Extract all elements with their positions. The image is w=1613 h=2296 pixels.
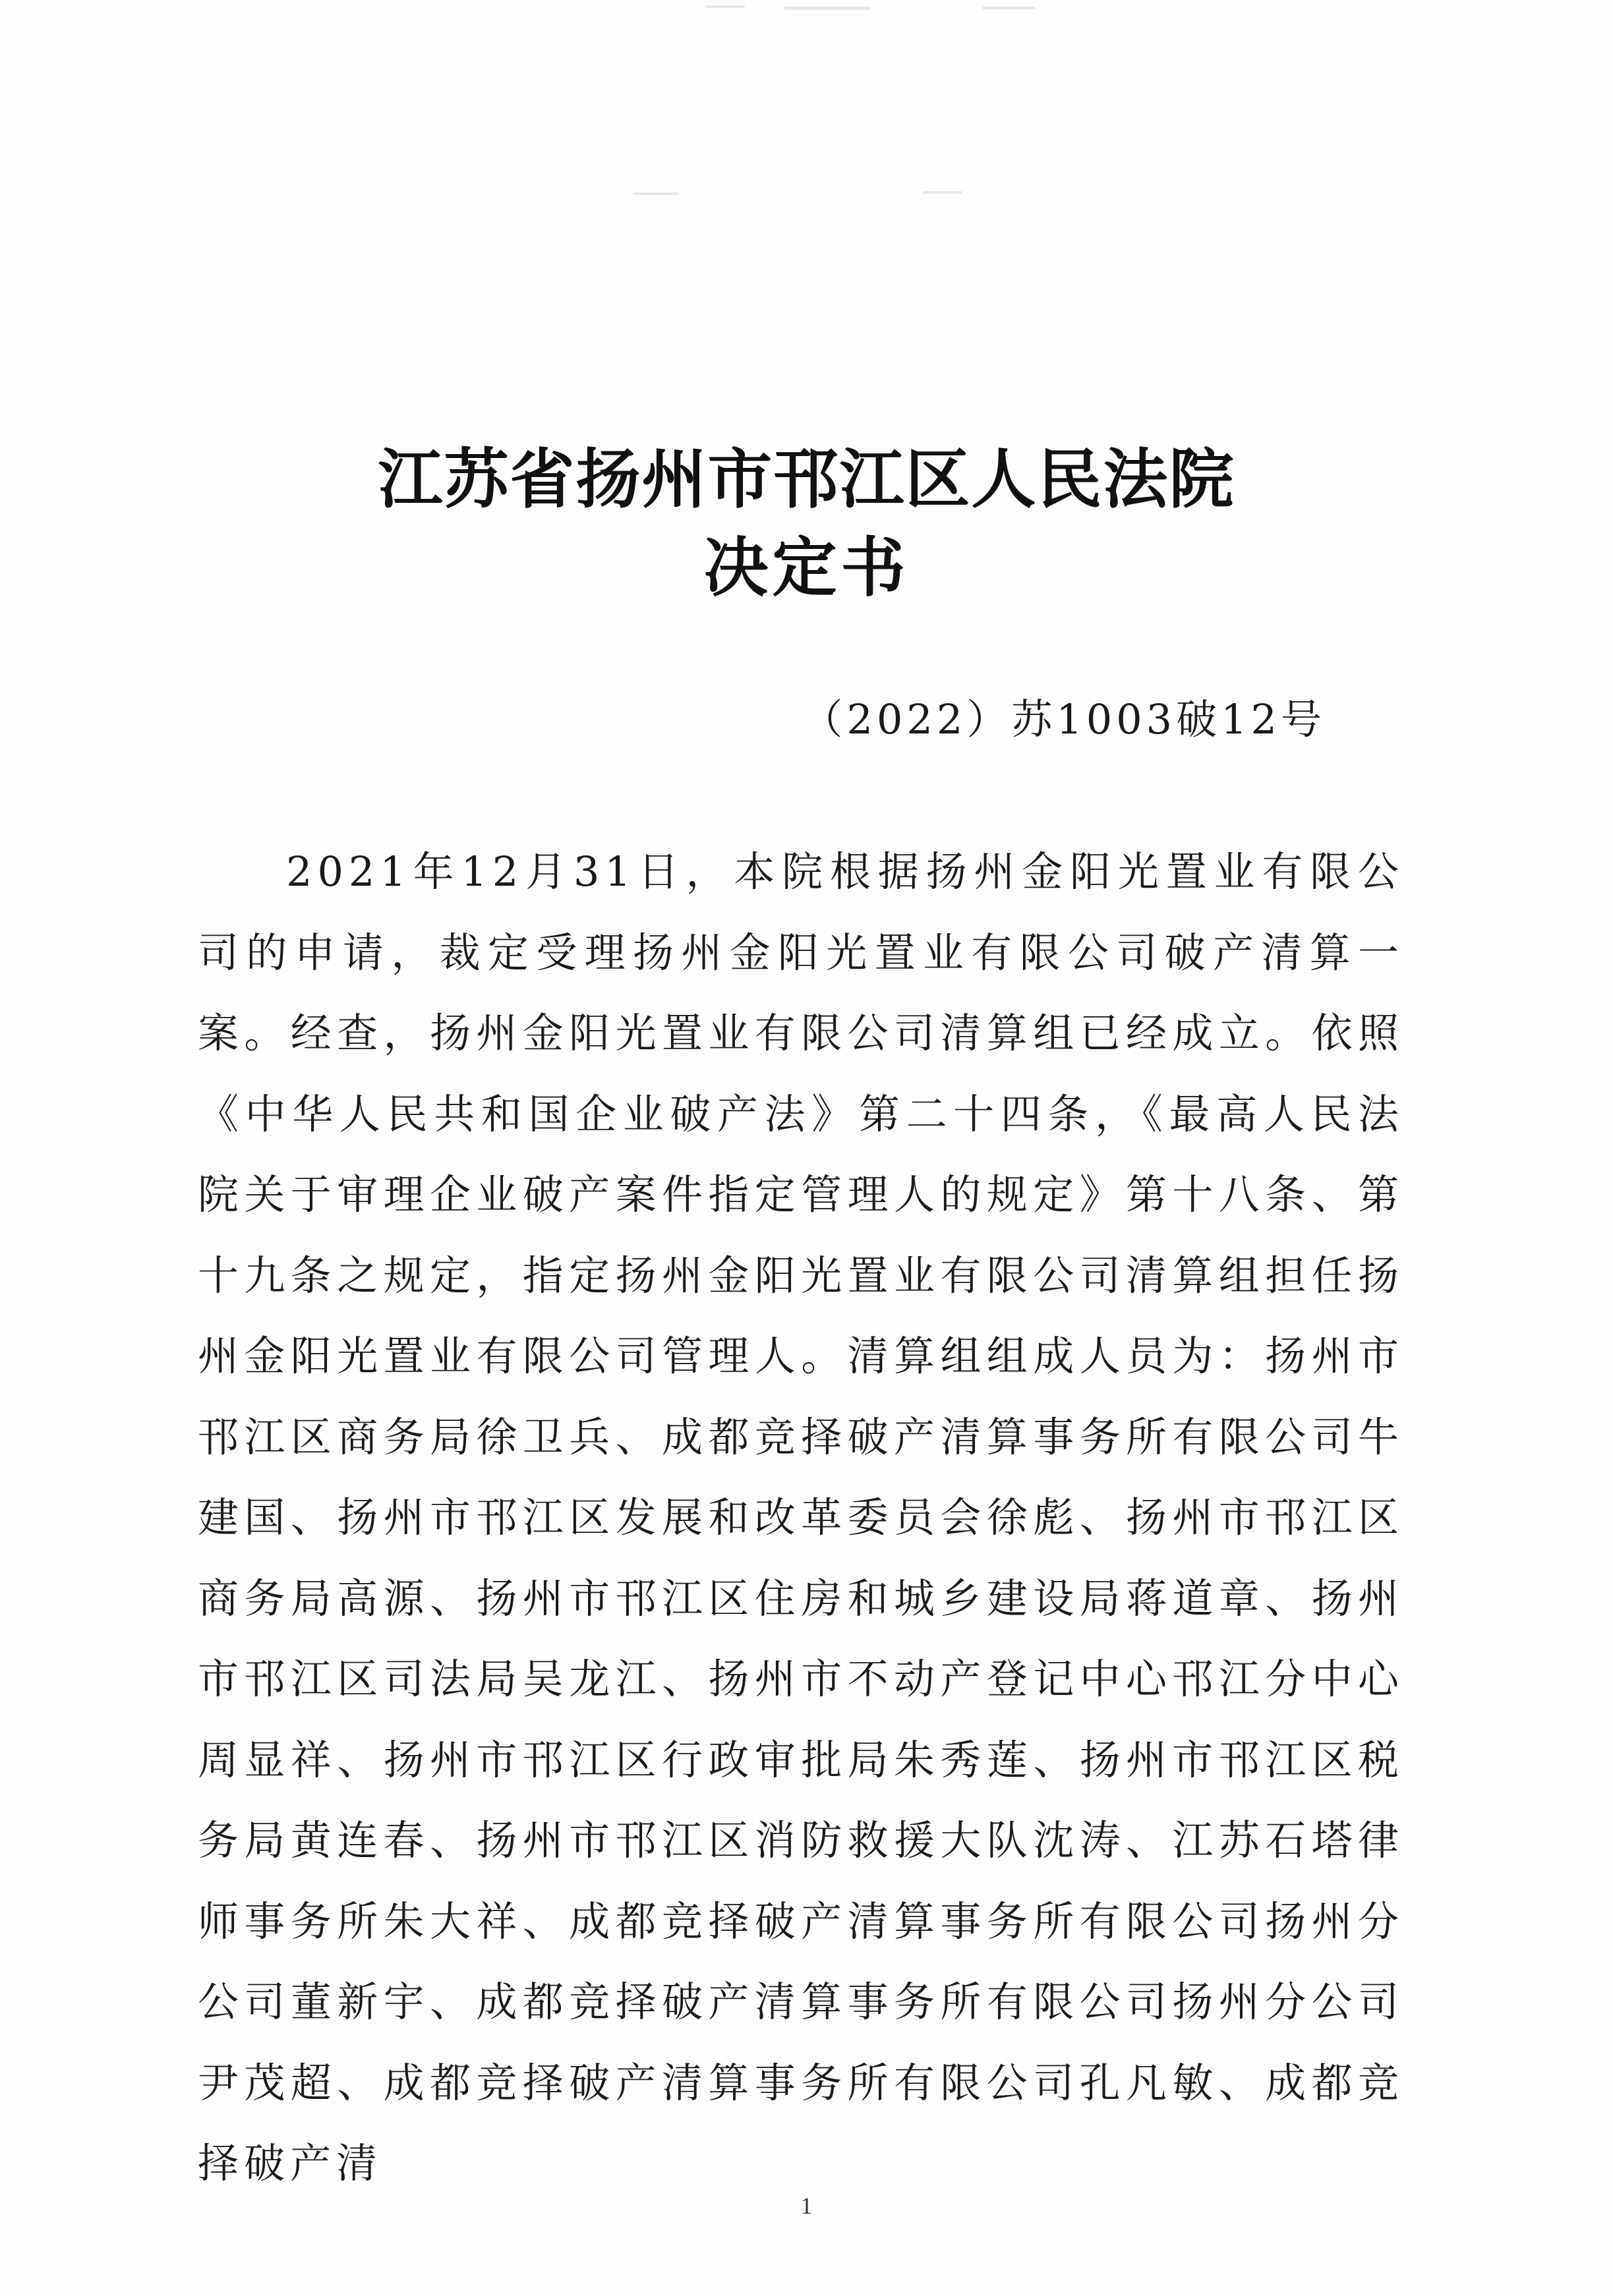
scan-artifact — [923, 191, 962, 194]
page-number: 1 — [800, 2193, 813, 2219]
scan-artifact — [633, 192, 679, 195]
decision-body-paragraph: 2021年12月31日，本院根据扬州金阳光置业有限公司的申请，裁定受理扬州金阳光置业有限公司破产清算一案。经查，扬州金阳光置业有限公司清算组已经成立。依照《中华人民共和国企业破产法》第二十四条，《最高人民法院关于审理企业破产案件指定管理人的规定》第十八条、第十九条之规定，指定扬州金阳光置业有限公司清算组担任扬州金阳光置业有限公司管理人。清算组组成人员为：扬州市邗江区商务局徐卫兵、成都竞择破产清算事务所有限公司牛建国、扬州市邗江区发展和改革委员会徐彪、扬州市邗江区商务局高源、扬州市邗江区住房和城乡建设局蒋道章、扬州市邗江区司法局吴龙江、扬州市不动产登记中心邗江分中心周显祥、扬州市邗江区行政审批局朱秀莲、扬州市邗江区税务局黄连春、扬州市邗江区消防救援大队沈涛、江苏石塔律师事务所朱大祥、成都竞择破产清算事务所有限公司扬州分公司董新宇、成都竞择破产清算事务所有限公司扬州分公司尹茂超、成都竞择破产清算事务所有限公司孔凡敏、成都竞择破产清 — [198, 847, 1404, 2187]
document-type-heading: 决定书 — [703, 530, 910, 606]
scan-artifact — [982, 7, 1035, 9]
court-name-heading: 江苏省扬州市邗江区人民法院 — [378, 442, 1235, 517]
case-number: （2022）苏1003破12号 — [802, 695, 1326, 743]
scan-artifact — [705, 5, 745, 8]
scan-artifact — [784, 7, 870, 10]
